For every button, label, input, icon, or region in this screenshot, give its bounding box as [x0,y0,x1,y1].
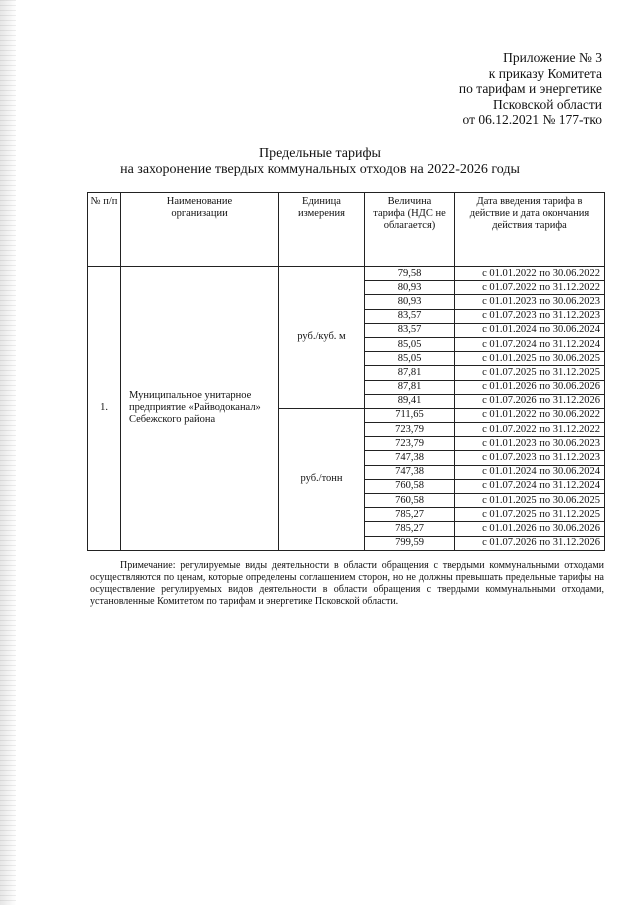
tariff-period: с 01.07.2025 по 31.12.2025 [455,366,605,380]
scan-edge [0,0,16,905]
tariff-value: 83,57 [365,309,455,323]
appendix-line: к приказу Комитета [488,65,602,81]
appendix-line: от 06.12.2021 № 177-тко [462,112,602,127]
tariff-period: с 01.07.2023 по 31.12.2023 [455,451,605,465]
tariff-period: с 01.07.2022 по 31.12.2022 [455,423,605,437]
tariff-value: 83,57 [365,323,455,337]
tariff-value: 87,81 [365,380,455,394]
tariff-period: с 01.07.2022 по 31.12.2022 [455,281,605,295]
tariff-value: 760,58 [365,494,455,508]
footnote: Примечание: регулируемые виды деятельности в области обращения с твердыми коммунальными отходами осуществляются по ценам, которые определены соглашением сторон, но не должны превышать предельные тарифы на осуществление регулируемых видов деятельности в области обращения с твердыми коммунальными отходами, установленные Комитетом по тарифам и энергетике Псковской области. [90,560,604,607]
tariff-period: с 01.01.2023 по 30.06.2023 [455,295,605,309]
tariff-period: с 01.07.2025 по 31.12.2025 [455,508,605,522]
tariff-period: с 01.07.2026 по 31.12.2026 [455,536,605,550]
tariff-period: с 01.01.2024 по 30.06.2024 [455,465,605,479]
row-number: 1. [88,267,121,551]
tariff-period: с 01.01.2022 по 30.06.2022 [455,408,605,422]
tariff-value: 747,38 [365,465,455,479]
header-period: Дата введения тарифа в действие и дата окончания действия тарифа [455,193,605,267]
title-line-2: на захоронение твердых коммунальных отходов на 2022-2026 годы [120,162,520,177]
tariff-value: 799,59 [365,536,455,550]
tariff-period: с 01.07.2024 по 31.12.2024 [455,337,605,351]
tariff-value: 711,65 [365,408,455,422]
tariff-period: с 01.01.2026 по 30.06.2026 [455,380,605,394]
tariff-value: 747,38 [365,451,455,465]
tariff-period: с 01.07.2026 по 31.12.2026 [455,394,605,408]
tariff-value: 723,79 [365,437,455,451]
appendix-block [459,50,602,128]
tariff-value: 785,27 [365,508,455,522]
table-body [88,267,605,551]
appendix-line: Приложение № 3 [503,50,602,65]
tariff-value: 80,93 [365,281,455,295]
header-unit: Единица измерения [279,193,365,267]
tariff-value: 79,58 [365,267,455,281]
table-header-row [88,193,605,267]
tariff-value: 785,27 [365,522,455,536]
tariff-value: 85,05 [365,352,455,366]
unit-cell: руб./тонн [279,408,365,550]
tariff-value: 85,05 [365,337,455,351]
header-num: № п/п [88,193,121,267]
organization-name: Муниципальное унитарное предприятие «Райводоканал» Себежского района [121,267,279,551]
table-row [88,267,605,281]
tariff-period: с 01.07.2024 по 31.12.2024 [455,479,605,493]
tariff-table [87,192,605,551]
document-title [0,146,640,178]
title-line-1: Предельные тарифы [259,146,381,161]
tariff-value: 89,41 [365,394,455,408]
tariff-period: с 01.01.2025 по 30.06.2025 [455,494,605,508]
appendix-line: Псковской области [492,96,602,112]
tariff-period: с 01.01.2023 по 30.06.2023 [455,437,605,451]
tariff-period: с 01.01.2022 по 30.06.2022 [455,267,605,281]
tariff-period: с 01.01.2024 по 30.06.2024 [455,323,605,337]
tariff-period: с 01.01.2025 по 30.06.2025 [455,352,605,366]
tariff-value: 723,79 [365,423,455,437]
unit-cell: руб./куб. м [279,267,365,409]
appendix-line: по тарифам и энергетике [458,81,602,96]
header-value: Величина тарифа (НДС не облагается) [365,193,455,267]
tariff-value: 80,93 [365,295,455,309]
tariff-value: 760,58 [365,479,455,493]
tariff-value: 87,81 [365,366,455,380]
tariff-period: с 01.07.2023 по 31.12.2023 [455,309,605,323]
tariff-period: с 01.01.2026 по 30.06.2026 [455,522,605,536]
header-org: Наименование организации [121,193,279,267]
